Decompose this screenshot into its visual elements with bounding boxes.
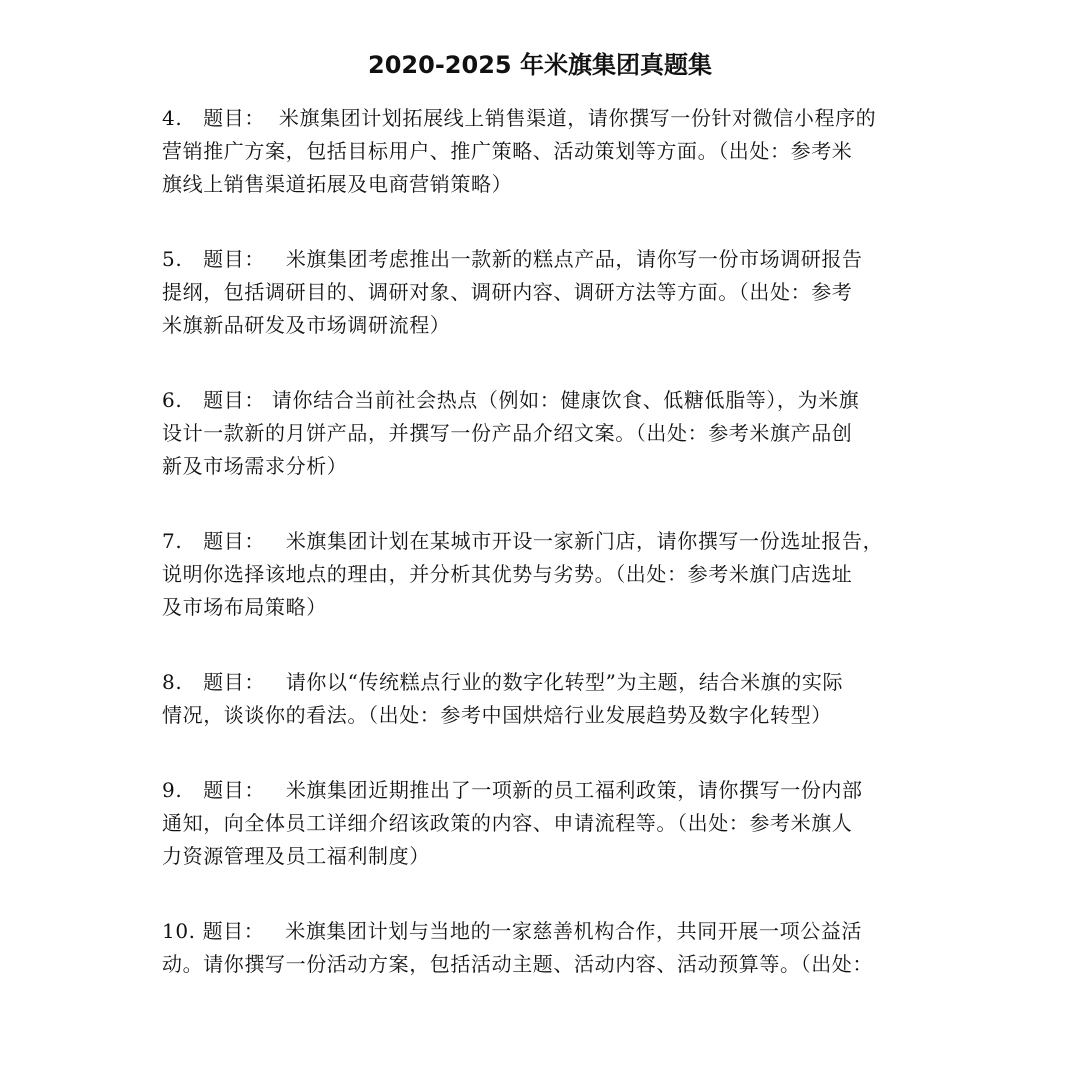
question-item-4 — [162, 102, 942, 201]
question-line: 营销推广方案，包括目标用户、推广策略、活动策划等方面。（出处：参考米 — [162, 139, 853, 163]
question-list — [162, 102, 942, 1023]
question-line: 8. 题目： 请你以“传统糕点行业的数字化转型”为主题，结合米旗的实际 — [162, 670, 844, 694]
question-line: 情况，谈谈你的看法。（出处：参考中国烘焙行业发展趋势及数字化转型） — [162, 703, 832, 727]
question-line: 米旗新品研发及市场调研流程） — [162, 313, 451, 337]
question-line: 动。请你撰写一份活动方案，包括活动主题、活动内容、活动预算等。（出处： — [162, 952, 873, 976]
question-line: 5. 题目： 米旗集团考虑推出一款新的糕点产品，请你写一份市场调研报告 — [162, 247, 863, 271]
question-line: 提纲，包括调研目的、调研对象、调研内容、调研方法等方面。（出处：参考 — [162, 280, 853, 304]
question-line: 9. 题目： 米旗集团近期推出了一项新的员工福利政策，请你撰写一份内部 — [162, 778, 863, 802]
question-item-5 — [162, 243, 942, 342]
question-line: 新及市场需求分析） — [162, 454, 348, 478]
question-line: 说明你选择该地点的理由，并分析其优势与劣势。（出处：参考米旗门店选址 — [162, 562, 853, 586]
question-line: 4. 题目： 米旗集团计划拓展线上销售渠道，请你撰写一份针对微信小程序的 — [162, 106, 877, 130]
question-line: 及市场布局策略） — [162, 595, 327, 619]
question-line: 通知，向全体员工详细介绍该政策的内容、申请流程等。（出处：参考米旗人 — [162, 811, 853, 835]
question-item-6 — [162, 384, 942, 483]
question-item-7 — [162, 525, 942, 624]
question-item-10 — [162, 915, 942, 981]
question-item-9 — [162, 774, 942, 873]
question-line: 力资源管理及员工福利制度） — [162, 844, 430, 868]
document-title: 2020-2025 年米旗集团真题集 — [368, 51, 712, 79]
question-line: 旗线上销售渠道拓展及电商营销策略） — [162, 172, 513, 196]
question-line: 7. 题目： 米旗集团计划在某城市开设一家新门店，请你撰写一份选址报告， — [162, 529, 884, 553]
question-item-8 — [162, 666, 942, 732]
question-line: 6. 题目： 请你结合当前社会热点（例如：健康饮食、低糖低脂等），为米旗 — [162, 388, 860, 412]
question-line: 设计一款新的月饼产品，并撰写一份产品介绍文案。（出处：参考米旗产品创 — [162, 421, 853, 445]
question-line: 10. 题目： 米旗集团计划与当地的一家慈善机构合作，共同开展一项公益活 — [162, 919, 863, 943]
